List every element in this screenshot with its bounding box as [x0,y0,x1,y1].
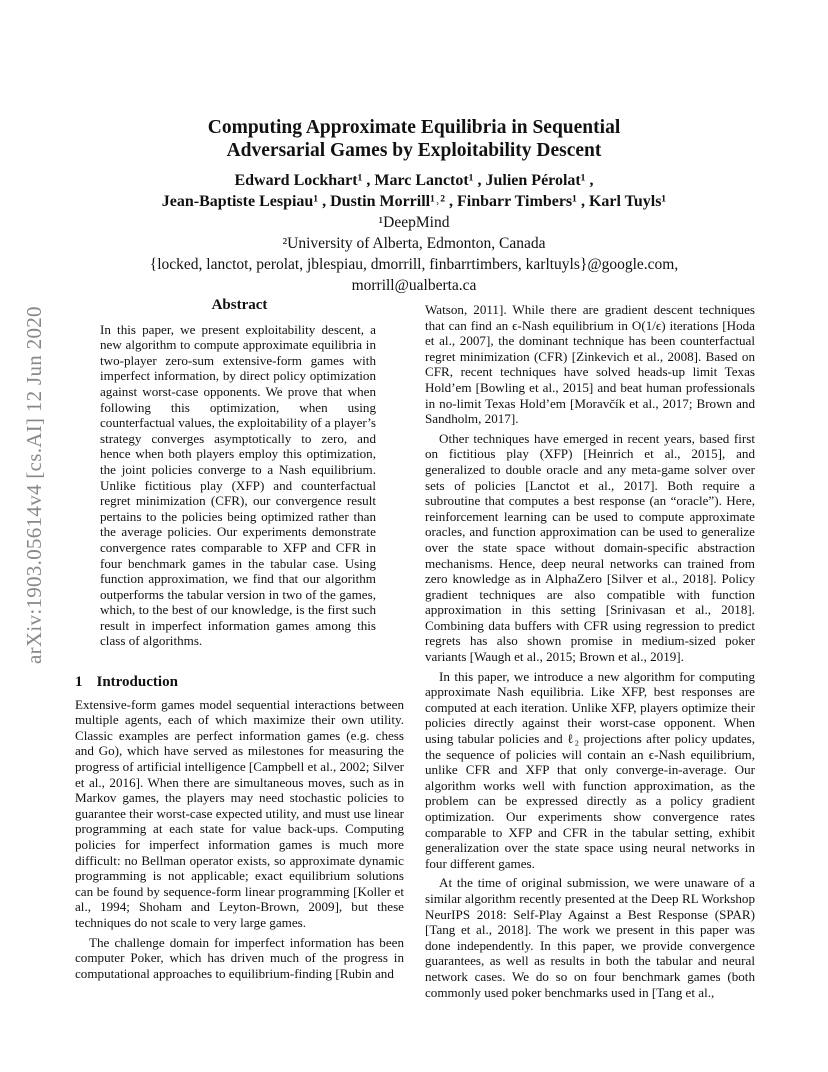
intro-paragraph-continued: Watson, 2011]. While there are gradient descent techniques that can find an ϵ-Nash equilibrium in O(1/ϵ) iterations [Hoda et al., 2007], the dominant technique has been counterfactual regret minimization (CFR) [Zinkevich et al., 2008]. Based on CFR, recent techniques have solved heads-up limit Texas Hold’em [Bowling et al., 2015] and beat human professionals in no-limit Texas Hold’em [Moravčík et al., 2017; Brown and Sandholm, 2017]. [425,302,755,427]
author-list [90,170,738,212]
intro-paragraph-contribution: In this paper, we introduce a new algorithm for computing approximate Nash equilibria. Like XFP, best responses are computed at each iteration. Unlike XFP, players optimize their policies directly against their worst-case opponent. When using tabular policies and ℓ₂ projections after policy updates, the sequence of policies will contain an ϵ-Nash equilibrium, unlike CFR and XFP that only converge-in-average. Our algorithm works well with function approximation, as the problem can be expressed directly as a policy gradient optimization. Our experiments show convergence rates comparable to XFP and CFR in the tabular setting, exhibit generalization over the state space using neural networks in four different games. [425,668,755,871]
affiliation-deepmind: ¹DeepMind [378,214,450,231]
right-column [425,302,755,1000]
title-line-2: Adversarial Games by Exploitability Descent [226,140,602,161]
paper-title [90,116,738,162]
abstract-text: In this paper, we present exploitability descent, a new algorithm to compute approximate equilibria in two-player zero-sum extensive-form games with imperfect information, by direct policy optimization against worst-case opponents. We prove that when following this optimization, when using counterfactual values, the exploitability of a player’s strategy converges asymptotically to zero, and hence when both players employ this optimization, the joint policies converge to a Nash equilibrium. Unlike fictitious play (XFP) and counterfactual regret minimization (CFR), our convergence result pertains to the policies being optimized rather than the average policies. Our experiments demonstrate convergence rates comparable to XFP and CFR in four benchmark games in the tabular case. Using function approximation, we find that our algorithm outperforms the tabular version in two of the games, which, to the best of our knowledge, is the first such result in imperfect information games among this class of algorithms. [100,321,376,649]
intro-paragraph-other-techniques: Other techniques have emerged in recent years, based first on fictitious play (XFP) [Heinrich et al., 2015], and generalized to double oracle and any meta-game solver over sets of policies [Lanctot et al., 2017]. Both require a subroutine that computes a best response (an “oracle”). Here, reinforcement learning can be used to compute approximate oracles, and function approximation can be used to generalize over the state space without domain-specific abstraction mechanisms. Hence, deep neural networks can trained from zero knowledge as in AlphaZero [Silver et al., 2018]. Policy gradient techniques are also compatible with function approximation in this setting [Srinivasan et al., 2018]. Combining data buffers with CFR using regression to predict regrets has also shown promise in medium-sized poker variants [Waugh et al., 2015; Brown et al., 2019]. [425,430,755,665]
abstract-heading: Abstract [211,297,268,313]
intro-paragraph-2: The challenge domain for imperfect information has been computer Poker, which has driven much of the progress in computational approaches to equilibrium-finding [Rubin and [75,934,404,981]
section-title: Introduction [96,674,178,691]
affiliations [90,212,738,296]
intro-paragraph-1: Extensive-form games model sequential interactions between multiple agents, each of which maximize their own utility. Classic examples are perfect information games (e.g. chess and Go), which have served as milestones for measuring the progress of artificial intelligence [Campbell et al., 2002; Silver et al., 2016]. When there are simultaneous moves, such as in Markov games, the players may need stochastic policies to guarantee their worst-case expected utility, and must use linear programming at each state for value back-ups. Computing policies for imperfect information games is much more difficult: no Bellman operator exists, so approximate dynamic programming is not applicable; exact equilibrium solutions can be found by sequence-form linear programming [Koller et al., 1994; Shoham and Leyton-Brown, 2009], but these techniques do not scale to very large games. [75,696,404,930]
arxiv-identifier-stamp: arXiv:1903.05614v4 [cs.AI] 12 Jun 2020 [22,306,46,664]
author-emails: {locked, lanctot, perolat, jblespiau, dmorrill, finbarrtimbers, karltuyls}@google.com, [149,256,679,273]
authors-line-2: Jean-Baptiste Lespiau¹ , Dustin Morrill¹˒² , Finbarr Timbers¹ , Karl Tuyls¹ [161,193,667,210]
intro-paragraph-related-spar: At the time of original submission, we were unaware of a similar algorithm recently presented at the Deep RL Workshop NeurIPS 2018: Self-Play Against a Best Response (SPAR) [Tang et al., 2018]. The work we present in this paper was done independently. In this paper, we provide convergence guarantees, as well as results in both the tabular and neural network cases. We do so on four benchmark games (both commonly used poker benchmarks used in [Tang et al., [425,875,755,1000]
authors-line-1: Edward Lockhart¹ , Marc Lanctot¹ , Julien Pérolat¹ , [234,172,594,189]
left-column [75,298,404,981]
section-number: 1 [75,674,83,691]
author-email-alberta: morrill@ualberta.ca [351,277,477,294]
affiliation-alberta: ²University of Alberta, Edmonton, Canada [282,235,546,252]
title-line-1: Computing Approximate Equilibria in Sequential [207,117,621,138]
paper-header [90,116,738,296]
section-heading-introduction [75,675,404,691]
